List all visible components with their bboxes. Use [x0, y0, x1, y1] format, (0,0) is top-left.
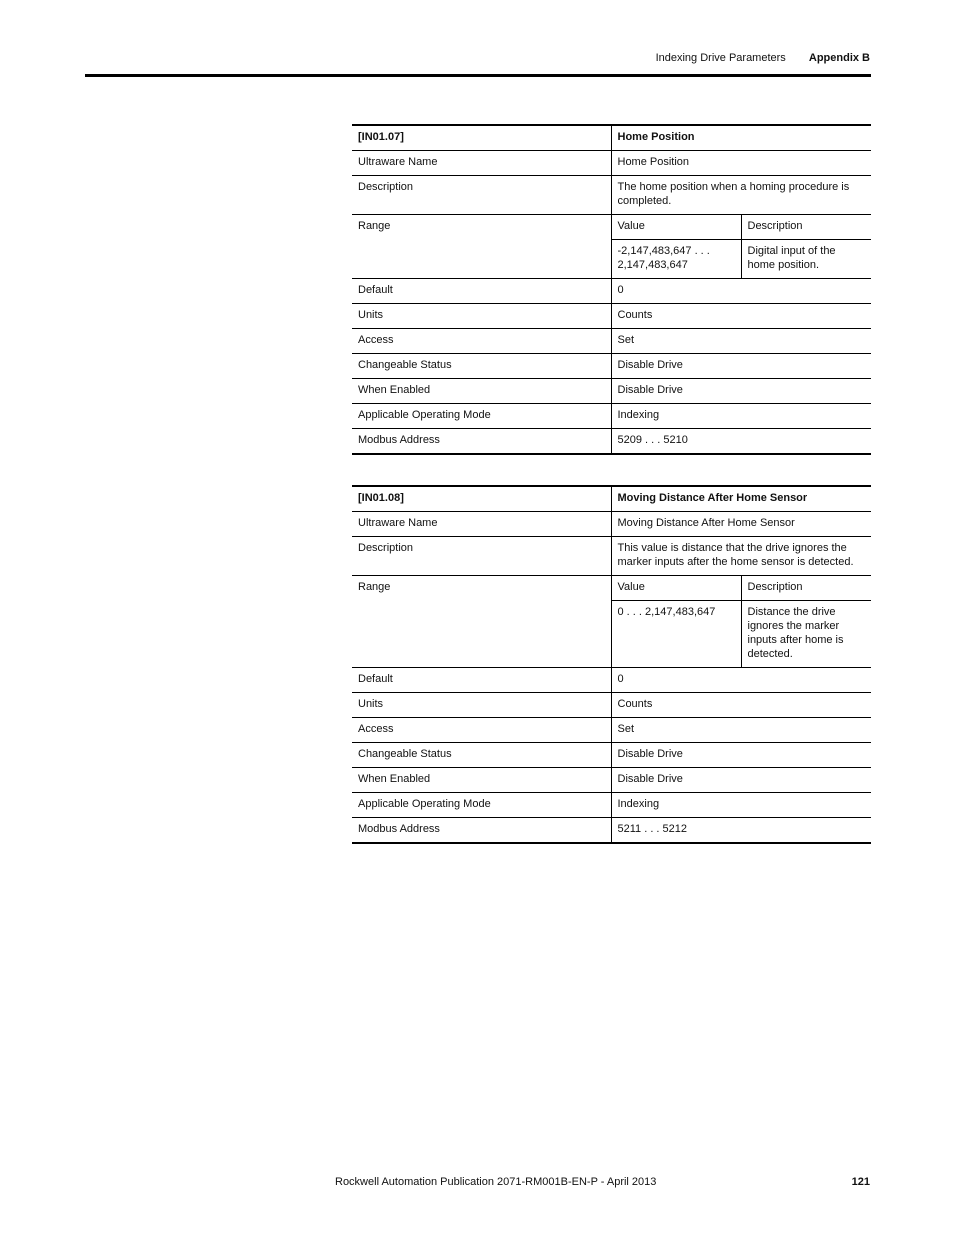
- row-value: 0: [611, 279, 871, 304]
- range-description: Distance the drive ignores the marker inputs after home is detected.: [741, 601, 871, 668]
- row-value: Home Position: [611, 151, 871, 176]
- table-row: [352, 329, 871, 354]
- row-label: Range: [352, 576, 611, 668]
- table-row: [352, 768, 871, 793]
- row-label: Ultraware Name: [352, 512, 611, 537]
- row-label: Default: [352, 279, 611, 304]
- table-row: [352, 215, 871, 240]
- row-label: Default: [352, 668, 611, 693]
- row-value: The home position when a homing procedure is completed.: [611, 176, 871, 215]
- table-row: [352, 576, 871, 601]
- row-value: Set: [611, 718, 871, 743]
- header-rule: [85, 74, 871, 77]
- parameter-id: [IN01.08]: [352, 486, 611, 512]
- table-row: [352, 176, 871, 215]
- row-label: Applicable Operating Mode: [352, 793, 611, 818]
- range-value: 0 . . . 2,147,483,647: [611, 601, 741, 668]
- row-label: When Enabled: [352, 768, 611, 793]
- table-row: [352, 404, 871, 429]
- publication-footer: Rockwell Automation Publication 2071-RM001B-EN-P - April 2013: [335, 1176, 657, 1188]
- table-row: [352, 429, 871, 455]
- table-row: [352, 354, 871, 379]
- range-description-header: Description: [741, 576, 871, 601]
- parameter-name: Home Position: [617, 131, 695, 143]
- row-value: Indexing: [611, 404, 871, 429]
- table-row: [352, 379, 871, 404]
- row-label: Description: [352, 176, 611, 215]
- row-value: 5209 . . . 5210: [611, 429, 871, 455]
- row-label: Applicable Operating Mode: [352, 404, 611, 429]
- row-label: Changeable Status: [352, 354, 611, 379]
- row-value: This value is distance that the drive ignores the marker inputs after the home sensor is detected.: [611, 537, 871, 576]
- row-label: Access: [352, 329, 611, 354]
- row-value: Disable Drive: [611, 379, 871, 404]
- table-row: [352, 279, 871, 304]
- row-label: Modbus Address: [352, 818, 611, 844]
- row-value: Disable Drive: [611, 354, 871, 379]
- row-label: Access: [352, 718, 611, 743]
- table-row: [352, 718, 871, 743]
- table-row: [352, 512, 871, 537]
- row-value: Indexing: [611, 793, 871, 818]
- header-appendix-label: Appendix B: [808, 52, 870, 64]
- parameter-table-in01-08: [352, 485, 871, 844]
- row-label: Modbus Address: [352, 429, 611, 455]
- table-row: [352, 668, 871, 693]
- row-value: Counts: [611, 304, 871, 329]
- table-row: [352, 693, 871, 718]
- range-value: -2,147,483,647 . . . 2,147,483,647: [611, 240, 741, 279]
- row-label: Ultraware Name: [352, 151, 611, 176]
- table-row: [352, 743, 871, 768]
- row-label: Changeable Status: [352, 743, 611, 768]
- table-row: [352, 304, 871, 329]
- row-value: Moving Distance After Home Sensor: [611, 512, 871, 537]
- parameter-table-in01-07: [352, 124, 871, 455]
- table-header-row: [352, 486, 871, 512]
- table-row: [352, 151, 871, 176]
- row-label: Units: [352, 693, 611, 718]
- parameter-id: [IN01.07]: [352, 125, 611, 151]
- running-header: [656, 52, 870, 64]
- row-value: Set: [611, 329, 871, 354]
- row-label: Description: [352, 537, 611, 576]
- range-description: Digital input of the home position.: [741, 240, 871, 279]
- range-value-header: Value: [611, 215, 741, 240]
- range-value-header: Value: [611, 576, 741, 601]
- row-label: Range: [352, 215, 611, 279]
- row-value: Counts: [611, 693, 871, 718]
- page-number: 121: [851, 1176, 870, 1188]
- row-label: Units: [352, 304, 611, 329]
- row-value: 5211 . . . 5212: [611, 818, 871, 844]
- range-description-header: Description: [741, 215, 871, 240]
- row-value: Disable Drive: [611, 743, 871, 768]
- row-value: 0: [611, 668, 871, 693]
- table-row: [352, 818, 871, 844]
- parameter-name: Moving Distance After Home Sensor: [617, 492, 808, 504]
- table-header-row: [352, 125, 871, 151]
- table-row: [352, 537, 871, 576]
- table-row: [352, 793, 871, 818]
- header-section-title: Indexing Drive Parameters: [655, 52, 786, 64]
- row-label: When Enabled: [352, 379, 611, 404]
- row-value: Disable Drive: [611, 768, 871, 793]
